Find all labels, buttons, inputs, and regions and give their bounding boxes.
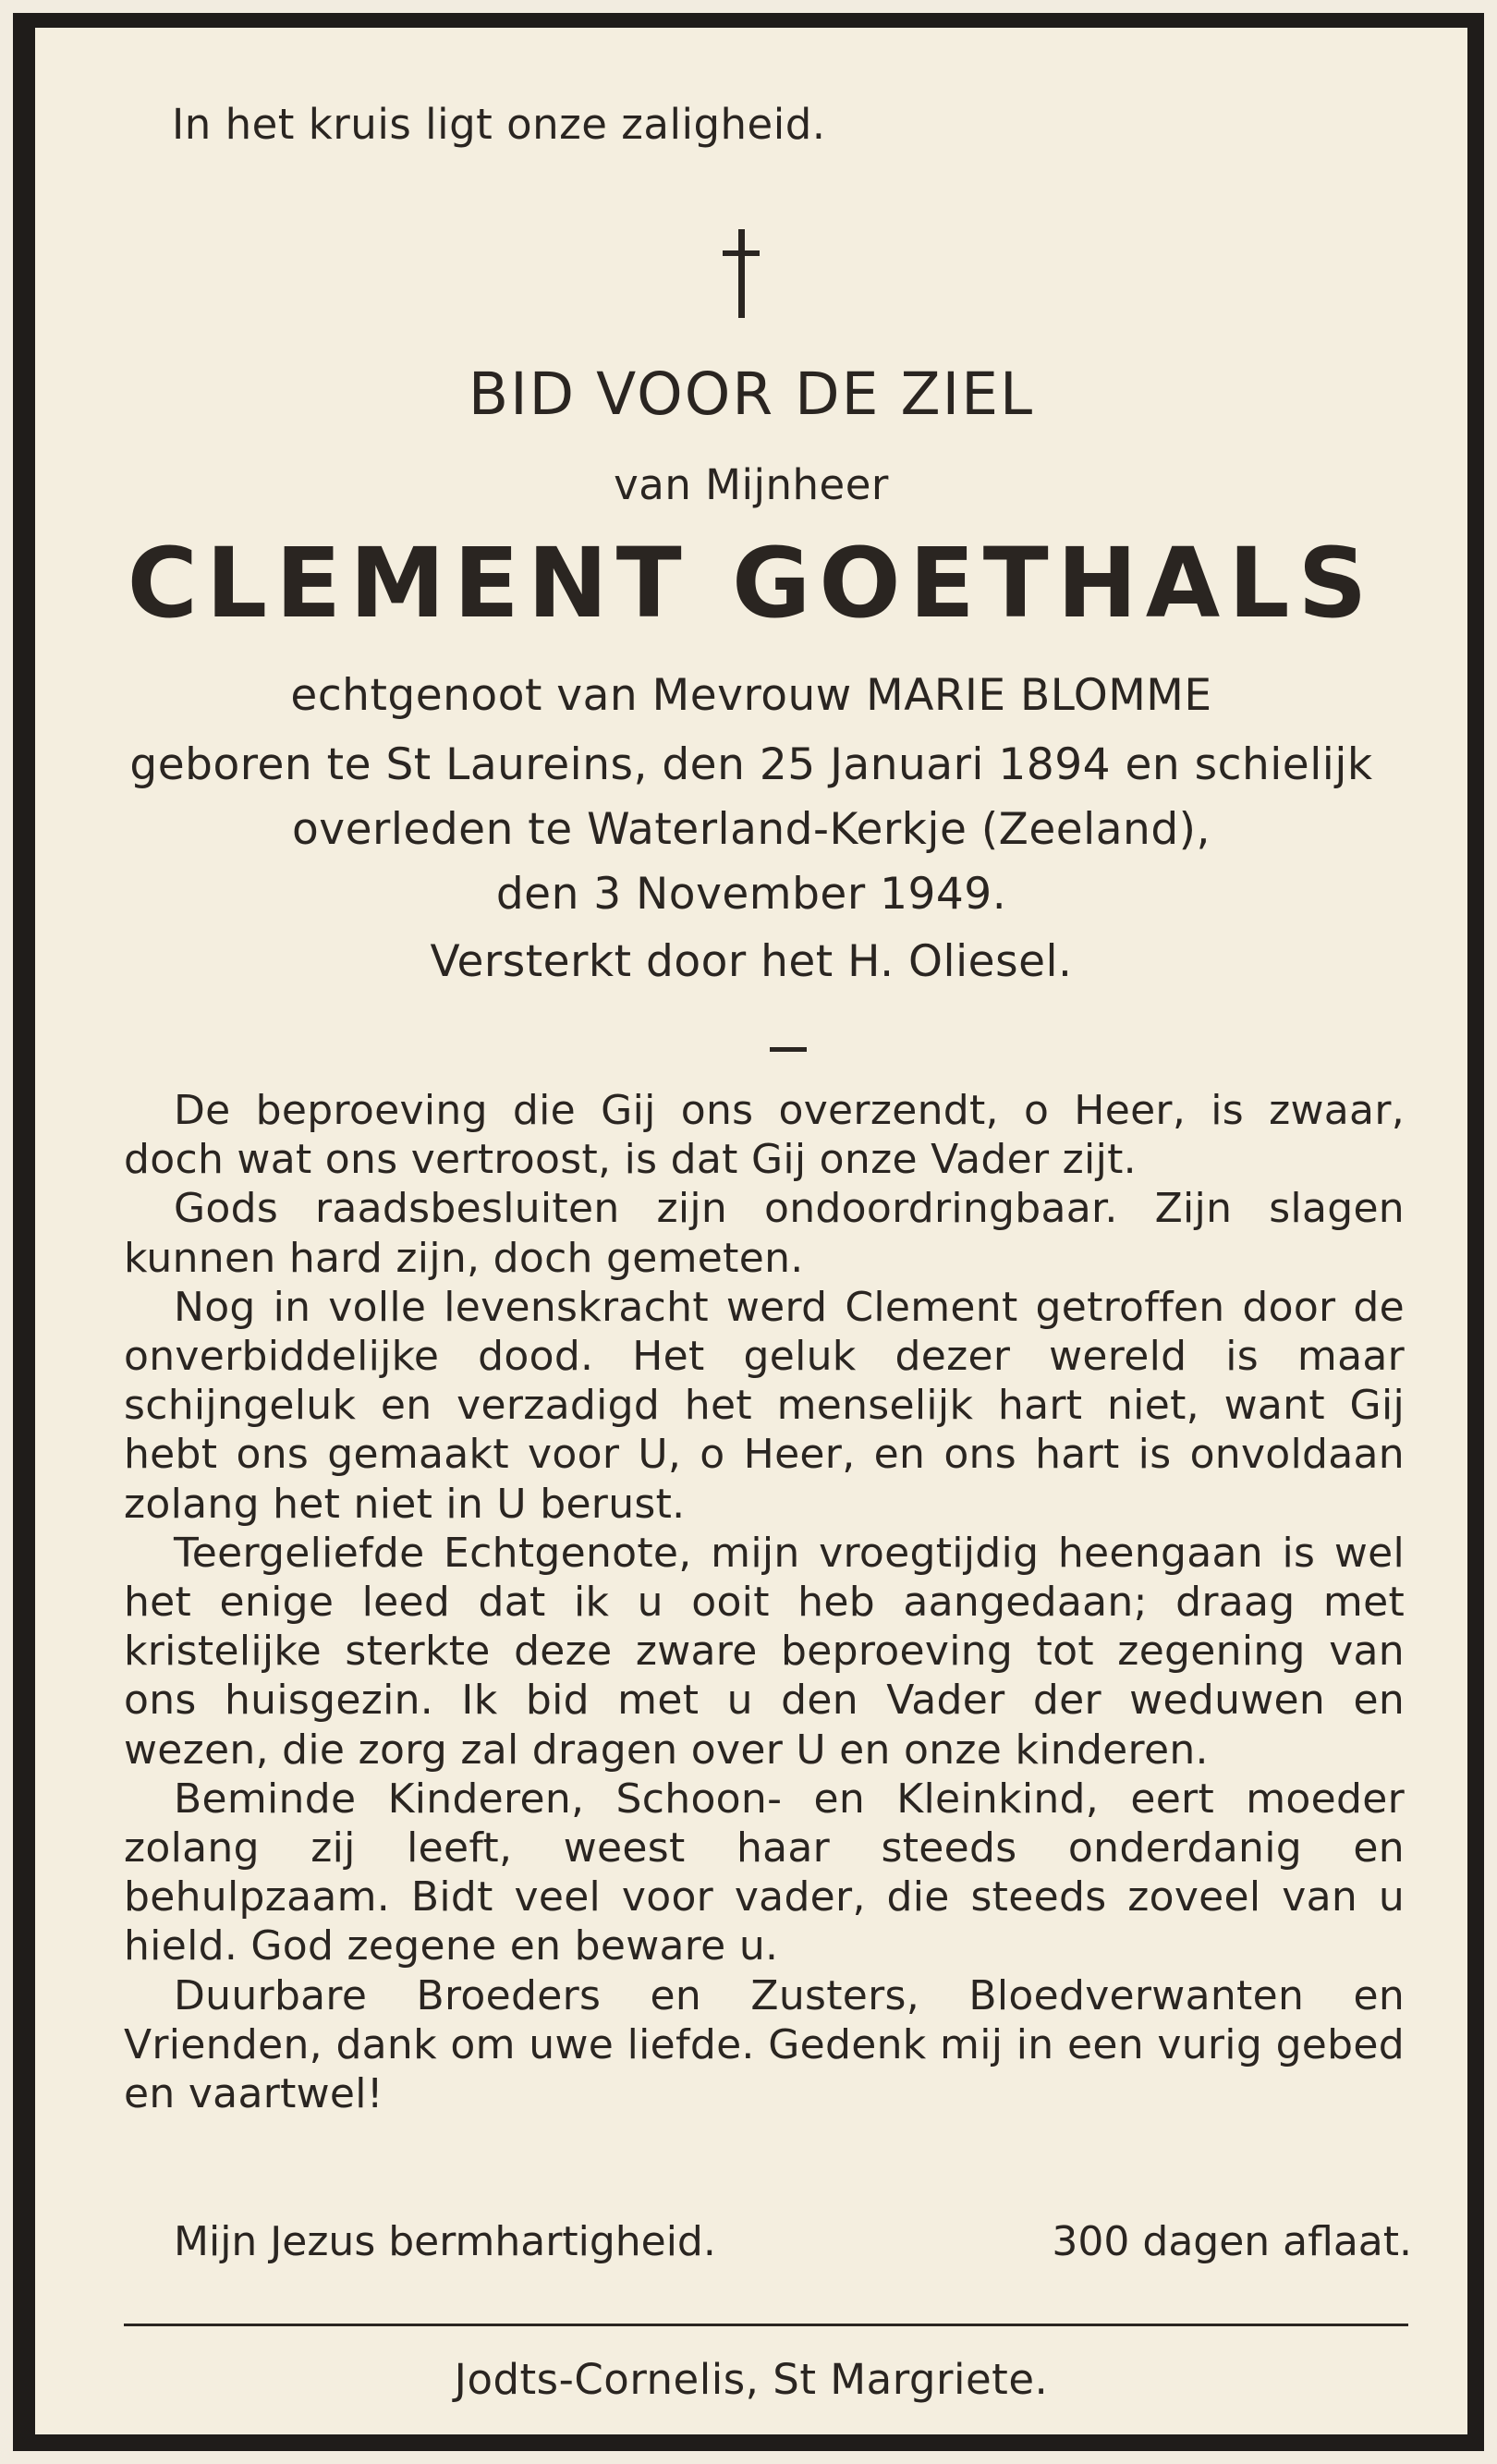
detail-death-date: den 3 November 1949. [495,869,1007,920]
deceased-name: CLEMENT GOETHALS [127,527,1376,640]
subheading: van Mijnheer [614,460,889,509]
detail-spouse: echtgenoot van Mevrouw MARIE BLOMME [290,670,1212,721]
indulgence: 300 dagen aflaat. [1052,2218,1412,2265]
detail-birth: geboren te St Laureins, den 25 Januari 1894 en schielijk [129,739,1373,790]
closing-prayer: Mijn Jezus bermhartigheid. [174,2218,716,2265]
paragraph: De beproeving die Gij ons overzendt, o Heer, is zwaar, doch wat ons vertroost, is dat Gij onze Vader zijt. [124,1087,1405,1184]
detail-sacrament: Versterkt door het H. Oliesel. [430,936,1073,987]
prayer-text [124,1086,1405,2118]
cross-icon [723,229,760,318]
paragraph: Teergeliefde Echtgenote, mijn vroegtijdig heengaan is wel het enige leed dat ik u ooit heb aangedaan; draag met kristelijke sterkte deze zware beproeving tot zegening van ons huisgezin. Ik bid met u den Vader der weduwen en wezen, die zorg zal dragen over U en onze kinderen. [124,1529,1405,1774]
heading: BID VOOR DE ZIEL [468,360,1035,428]
paragraph: Beminde Kinderen, Schoon- en Kleinkind, eert moeder zolang zij leeft, weest haar steeds onderdanig en behulpzaam. Bidt veel voor vader, die steeds zoveel van u hield. God zegene en beware u. [124,1775,1405,1970]
memorial-card [13,13,1484,2451]
paragraph: Nog in volle levenskracht werd Clement getroffen door de onverbiddelijke dood. Het geluk dezer wereld is maar schijngeluk en verzadigd het menselijk hart niet, want Gij hebt ons gemaakt voor U, o Heer, en ons hart is onvoldaan zolang het niet in U berust. [124,1283,1405,1528]
printer: Jodts-Cornelis, St Margriete. [454,2355,1049,2404]
paragraph: Duurbare Broeders en Zusters, Bloedverwanten en Vrienden, dank om uwe liefde. Gedenk mij in een vurig gebed en vaartwel! [124,1971,1405,2118]
motto: In het kruis ligt onze zaligheid. [172,100,826,149]
paragraph: Gods raadsbesluiten zijn ondoordringbaar. Zijn slagen kunnen hard zijn, doch gemeten. [124,1185,1405,1282]
divider-rule [124,2324,1408,2326]
divider-dash [770,1047,807,1052]
detail-death-place: overleden te Waterland-Kerkje (Zeeland), [292,804,1211,855]
closing-line [174,2218,1412,2265]
